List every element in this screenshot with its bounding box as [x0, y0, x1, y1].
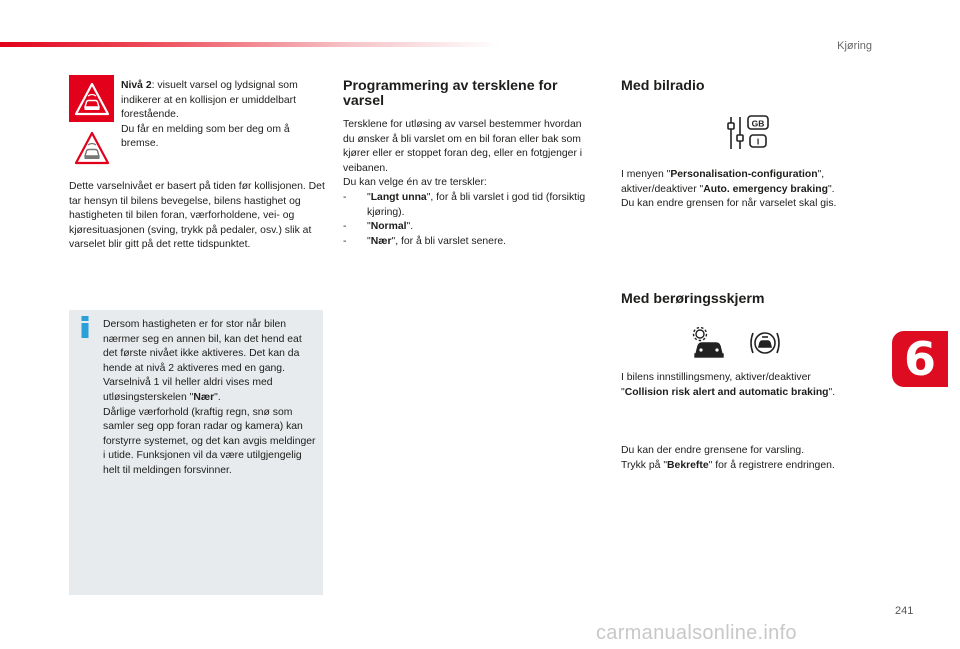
touch-line2-before: "	[621, 386, 625, 398]
info-icon	[80, 316, 90, 338]
alert-level2-red-icon	[69, 75, 114, 122]
option-rest: ", for å bli varslet senere.	[391, 235, 507, 247]
touch-line4-before: Trykk på "	[621, 459, 668, 471]
touch-line4-bold: Bekrefte	[667, 459, 709, 471]
touch-line1: I bilens innstillingsmeny, aktiver/deaktiver	[621, 372, 811, 383]
option-rest: ".	[406, 221, 414, 233]
chapter-tab: 6	[892, 331, 948, 387]
level2-text2: Du får en melding som ber deg om å bremse.	[121, 123, 290, 150]
thresholds-choose: Du kan velge én av tre terskler:	[343, 177, 487, 189]
level2-description	[121, 79, 321, 152]
watermark: carmanualsonline.info	[596, 622, 797, 644]
option-label: Langt unna	[370, 191, 427, 203]
level2-text: : visuelt varsel og lydsignal som indikerer at en kollisjon er umiddelbart forestående.	[121, 80, 298, 121]
threshold-option-near	[343, 235, 593, 250]
header-accent-bar	[0, 42, 500, 47]
radio-text	[621, 168, 891, 212]
radio-line1	[621, 168, 891, 183]
option-label: Nær	[370, 235, 392, 247]
threshold-option-normal	[343, 220, 593, 235]
radio-settings-icon	[726, 113, 770, 153]
touch-line2-bold: Collision risk alert and automatic braking	[624, 386, 829, 398]
threshold-paragraph-text: Dette varselnivået er basert på tiden før kollisjonen. Det tar hensyn til bilens bevegelse, bilens hastighet og hastigheten til bilen foran, værforholdene, vei- og kjøresituasjonen (sving, trykk på pedaler, osv.) slik at varselet blir gitt på det rette tidspunktet.	[69, 181, 325, 251]
touch-line4	[621, 459, 891, 474]
radio-line2-bold: Auto. emergency braking	[703, 183, 828, 195]
info-p2-before: Varselnivå 1 vil heller aldri vises med utløsingsterskelen "	[103, 377, 273, 403]
touch-heading: Med berøringsskjerm	[621, 291, 765, 307]
touch-line2	[621, 386, 891, 401]
page-number: 241	[895, 605, 914, 617]
threshold-paragraph	[69, 180, 327, 253]
option-rest: ", for å bli varslet i god tid (forsiktig kjøring).	[367, 191, 586, 218]
gb-label: GB	[751, 118, 765, 129]
threshold-option-far	[343, 191, 593, 220]
quote-open: "	[367, 221, 371, 233]
thresholds-section	[343, 79, 593, 249]
info-p1: Dersom hastigheten er for stor når bilen nærmer seg en annen bil, kan det hend eat det første nivået ikke aktiveres. Det kan da hende at nivå 2 aktiveres med en gang.	[103, 319, 302, 374]
section-title: Kjøring	[837, 40, 872, 52]
info-box-text	[103, 318, 319, 479]
dash-mark: -	[343, 191, 347, 203]
radio-heading: Med bilradio	[621, 78, 705, 94]
option-label: Normal	[370, 221, 407, 233]
i-label: I	[756, 136, 760, 147]
radio-line2-after: ".	[827, 183, 835, 195]
radio-line1-before: I menyen "	[621, 169, 671, 180]
radio-line2-before: aktiver/deaktiver "	[621, 183, 704, 195]
touch-text-2	[621, 444, 891, 473]
radio-line1-after: ",	[817, 169, 825, 180]
car-settings-icon	[690, 326, 728, 360]
thresholds-heading: Programmering av tersklene for varsel	[343, 78, 558, 109]
alert-level2-outline-icon	[69, 124, 114, 171]
dash-mark: -	[343, 221, 347, 233]
info-p2-after: ".	[214, 391, 221, 403]
touch-line2-after: ".	[828, 386, 836, 398]
radio-line3: Du kan endre grensen for når varselet skal gis.	[621, 198, 837, 210]
touch-line4-after: " for å registrere endringen.	[708, 459, 835, 471]
quote-open: "	[367, 191, 371, 203]
threshold-options	[343, 191, 593, 249]
quote-open: "	[367, 235, 371, 247]
level2-label: Nivå 2	[121, 80, 152, 91]
radio-line1-bold: Personalisation-configuration	[670, 169, 818, 180]
info-p2-bold: Nær	[193, 391, 215, 403]
radio-line2	[621, 183, 891, 198]
collision-alert-icon	[747, 326, 783, 360]
info-p3: Dårlige værforhold (kraftig regn, snø som samler seg opp foran radar og kamera) kan forstyrre systemet, og det kan avgis meldinger i utide. Funksjonen vil da være utilgjengelig helt til meldingen forsvinner.	[103, 406, 316, 476]
dash-mark: -	[343, 235, 347, 247]
touch-text-1	[621, 371, 891, 400]
touch-line3: Du kan der endre grensene for varsling.	[621, 445, 805, 456]
thresholds-intro: Tersklene for utløsing av varsel bestemmer hvordan du ønsker å bli varslet om en bil foran eller bak som kjører eller er stoppet foran deg, eller en fotgjenger i veibanen.	[343, 119, 583, 174]
info-p2	[103, 376, 319, 405]
